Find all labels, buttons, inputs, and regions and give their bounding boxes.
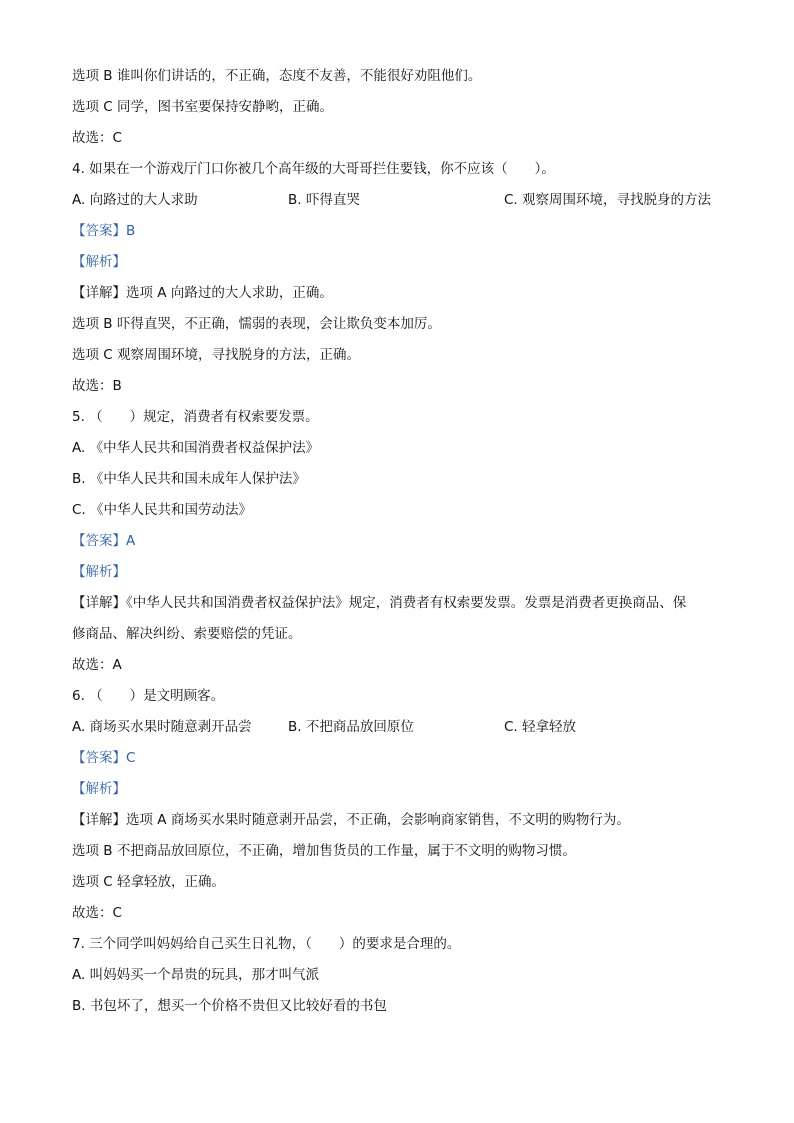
q4-final-answer: 故选：B bbox=[72, 378, 122, 394]
q4-analysis-heading: 【解析】 bbox=[72, 254, 126, 270]
q6-detail-option-c: 选项 C 轻拿轻放，正确。 bbox=[72, 874, 226, 890]
q5-final-answer: 故选：A bbox=[72, 657, 122, 673]
q5-option-b: B. 《中华人民共和国未成年人保护法》 bbox=[72, 471, 306, 487]
q6-detail-option-b: 选项 B 不把商品放回原位，不正确，增加售货员的工作量，属于不文明的购物习惯。 bbox=[72, 843, 576, 859]
q4-detail: 【详解】选项 A 向路过的大人求助，正确。 bbox=[72, 285, 333, 301]
q3-analysis-option-b: 选项 B 谁叫你们讲话的，不正确，态度不友善，不能很好劝阻他们。 bbox=[72, 68, 482, 84]
q4-option-a: A. 向路过的大人求助 bbox=[72, 192, 198, 208]
q4-detail-option-c: 选项 C 观察周围环境，寻找脱身的方法，正确。 bbox=[72, 347, 361, 363]
q6-final-answer: 故选：C bbox=[72, 905, 122, 921]
q7-question: 7. 三个同学叫妈妈给自己买生日礼物，（ ）的要求是合理的。 bbox=[72, 936, 461, 952]
q3-analysis-option-c: 选项 C 同学，图书室要保持安静哟，正确。 bbox=[72, 99, 334, 115]
q5-option-a: A. 《中华人民共和国消费者权益保护法》 bbox=[72, 440, 320, 456]
q5-option-c: C. 《中华人民共和国劳动法》 bbox=[72, 502, 253, 518]
q4-answer: 【答案】B bbox=[72, 223, 136, 239]
q4-options bbox=[72, 190, 732, 210]
q7-option-b: B. 书包坏了，想买一个价格不贵但又比较好看的书包 bbox=[72, 998, 387, 1014]
q6-option-b: B. 不把商品放回原位 bbox=[288, 719, 414, 735]
q6-analysis-heading: 【解析】 bbox=[72, 781, 126, 797]
q4-question: 4. 如果在一个游戏厅门口你被几个高年级的大哥哥拦住要钱，你不应该（ ）。 bbox=[72, 161, 555, 177]
q6-answer: 【答案】C bbox=[72, 750, 136, 766]
q4-option-c: C. 观察周围环境，寻找脱身的方法 bbox=[504, 192, 712, 208]
q7-option-a: A. 叫妈妈买一个昂贵的玩具，那才叫气派 bbox=[72, 967, 320, 983]
q6-detail: 【详解】选项 A 商场买水果时随意剥开品尝，不正确，会影响商家销售，不文明的购物行为。 bbox=[72, 812, 630, 828]
q6-option-c: C. 轻拿轻放 bbox=[504, 719, 577, 735]
q6-question: 6. （ ）是文明顾客。 bbox=[72, 688, 225, 704]
q5-detail-line2: 修商品、解决纠纷、索要赔偿的凭证。 bbox=[72, 626, 302, 642]
q5-answer: 【答案】A bbox=[72, 533, 136, 549]
q5-detail-line1: 【详解】《中华人民共和国消费者权益保护法》规定，消费者有权索要发票。发票是消费者更换商品、保 bbox=[72, 595, 687, 611]
q5-question: 5. （ ）规定，消费者有权索要发票。 bbox=[72, 409, 319, 425]
q4-option-b: B. 吓得直哭 bbox=[288, 192, 360, 208]
q6-option-a: A. 商场买水果时随意剥开品尝 bbox=[72, 719, 252, 735]
q4-detail-option-b: 选项 B 吓得直哭，不正确，懦弱的表现，会让欺负变本加厉。 bbox=[72, 316, 441, 332]
q3-final-answer: 故选：C bbox=[72, 130, 122, 146]
q5-analysis-heading: 【解析】 bbox=[72, 564, 126, 580]
q6-options bbox=[72, 717, 732, 737]
